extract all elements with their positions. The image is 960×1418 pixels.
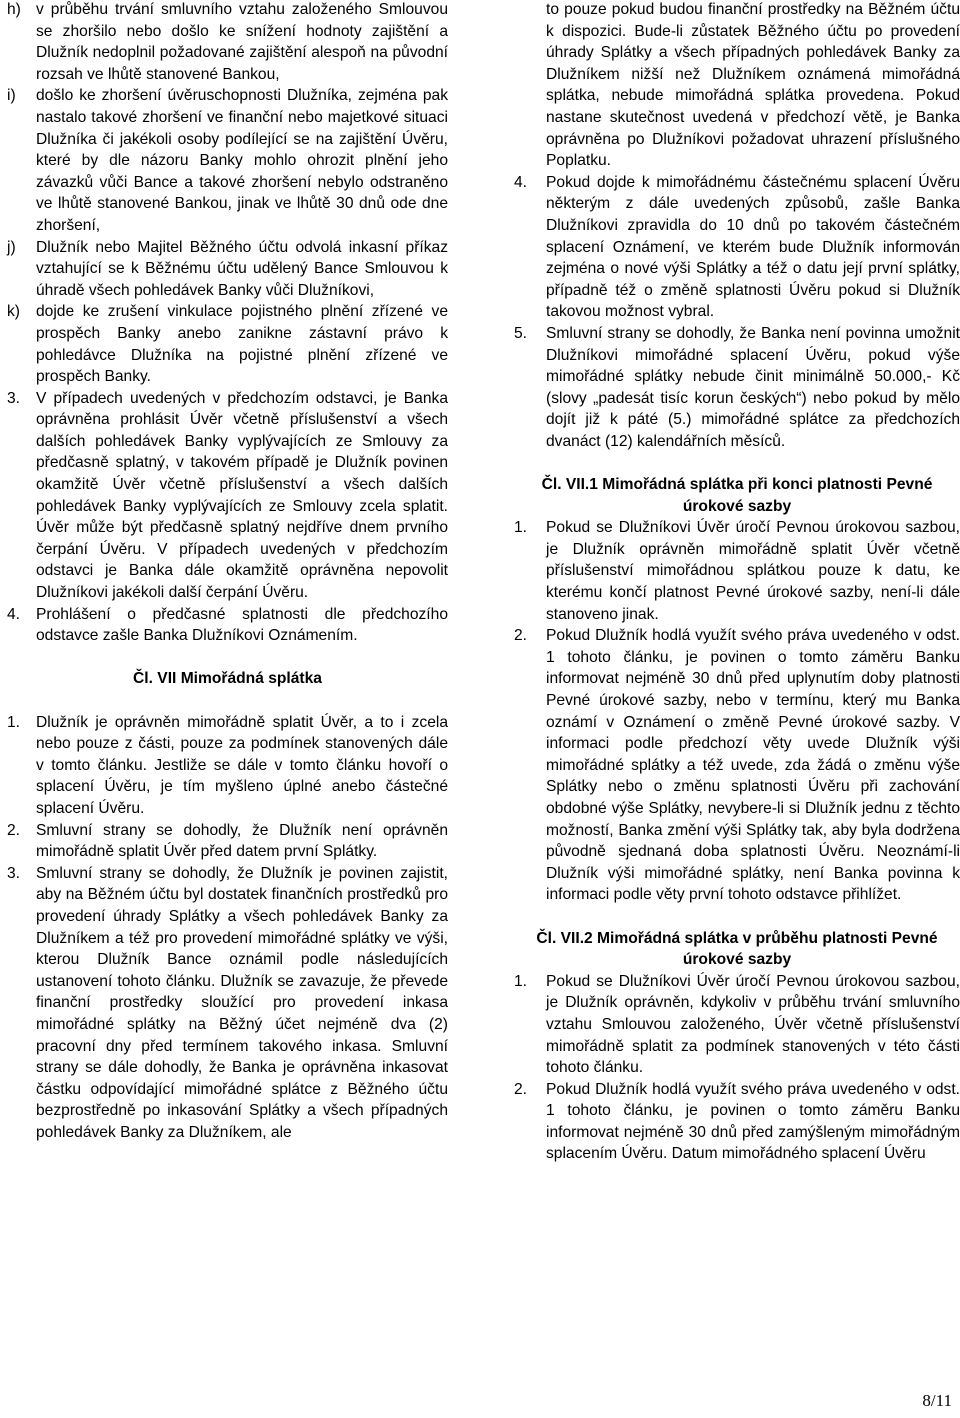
item-text: došlo ke zhoršení úvěruschopnosti Dlužníka, zejména pak nastalo takové zhoršení ve finanční nebo majetkové situaci Dlužníka či jakékoli osoby podílející se na zajištění Úvěru, které by dle názoru Banky mohlo ohrozit plnění jeho závazků vůči Bance a takové zhoršení nebylo odstraněno ve lhůtě stanovené Bankou, jinak ve lhůtě 30 dnů ode dne zhoršení, (36, 87, 448, 234)
item-text: Pokud se Dlužníkovi Úvěr úročí Pevnou úrokovou sazbou, je Dlužník oprávněn, kdykoliv v průběhu trvání smluvního vztahu Smlouvou založeného, Úvěr včetně příslušenství mimořádně splatit za podmínek stanovených v této části tohoto článku. (546, 972, 960, 1077)
numbered-paragraph (7, 388, 448, 604)
list-item (7, 85, 448, 236)
item-text: Dlužník nebo Majitel Běžného účtu odvolá inkasní příkaz vztahující se k Běžnému účtu udělený Bance Smlouvou k úhradě všech pohledávek Banky vůči Dlužníkovi, (36, 238, 448, 299)
item-text: Smluvní strany se dohodly, že Dlužník není oprávněn mimořádně splatit Úvěr před datem první Splátky. (36, 821, 448, 861)
numbered-paragraph (7, 863, 448, 1144)
numbered-paragraph (7, 604, 448, 647)
list-item (7, 0, 448, 85)
item-number: 2. (7, 821, 21, 839)
numbered-paragraph (7, 820, 448, 863)
item-text: Pokud se Dlužníkovi Úvěr úročí Pevnou úrokovou sazbou, je Dlužník oprávněn mimořádně splatit Úvěr včetně příslušenství mimořádnou splátkou pouze k datu, ke kterému končí platnost Pevné úrokové sazby, není-li dále stanoveno jinak. (546, 519, 960, 623)
section-heading-vii: Čl. VII Mimořádná splátka (133, 670, 322, 688)
item-text: Pokud dojde k mimořádnému částečnému splacení Úvěru některým z dále uvedených způsobů, zašle Banka Dlužníkovi zpravidla do 10 dnů po takovém částečném splacení Oznámení, ve kterém bude Dlužník informován zejména o nové výši Splátky a též o datu její první splátky, případně též o změně splatnosti Úvěru pokud si Dlužník takovou možnost vybral. (546, 173, 960, 321)
item-text: dojde ke zrušení vinkulace pojistného plnění zřízené ve prospěch Banky anebo zanikne zástavní právo k pohledávce Dlužníka na pojistné plnění zřízené ve prospěch Banky. (36, 303, 448, 386)
item-number: 1. (514, 972, 528, 990)
page-number: 8/11 (922, 1391, 952, 1410)
section-heading-vii-2: Čl. VII.2 Mimořádná splátka v průběhu platnosti Pevné úrokové sazby (536, 929, 938, 969)
numbered-paragraph (514, 172, 960, 323)
item-number: 5. (514, 324, 528, 342)
item-number: 2. (514, 627, 528, 645)
numbered-paragraph (514, 971, 960, 1079)
item-text: Smluvní strany se dohodly, že Dlužník je povinen zajistit, aby na Běžném účtu byl dostatek finančních prostředků pro provedení úhrady Splátky a všech pohledávek Banky za Dlužníkem a též pro provedení mimořádné splátky ve výši, kterou Dlužník Bance oznámil podle následujících ustanovení tohoto článku. Dlužník se zavazuje, že převede finanční prostředky sloužící pro provedení inkasa mimořádné splátky na Běžný účet nejméně dva (2) pracovní dny před termínem takového inkasa. Smluvní strany se dále dohodly, že Banka je oprávněna inkasovat částku odpovídající mimořádné splátce z Běžného účtu bezprostředně po inkasování Splátky a všech případných pohledávek Banky za Dlužníkem, ale (36, 864, 448, 1141)
numbered-paragraph (514, 625, 960, 906)
left-column (7, 0, 448, 1143)
item-number: 4. (514, 173, 528, 191)
item-marker: h) (7, 1, 21, 18)
item-number: 1. (7, 713, 21, 731)
continued-paragraph (514, 0, 960, 172)
item-text: Prohlášení o předčasné splatnosti dle předchozího odstavce zašle Banka Dlužníkovi Oznámením. (36, 605, 448, 645)
item-number: 1. (514, 519, 528, 537)
numbered-paragraph (514, 323, 960, 453)
item-text: Dlužník je oprávněn mimořádně splatit Úvěr, a to i zcela nebo pouze z části, pouze za podmínek stanovených dále v tomto článku. Jestliže se dále v tomto článku hovoří o splacení Úvěru, je tím myšleno úplné anebo částečné splacení Úvěru. (36, 713, 448, 817)
item-marker: i) (7, 87, 16, 105)
section-heading-vii-1: Čl. VII.1 Mimořádná splátka při konci platnosti Pevné úrokové sazby (541, 476, 933, 515)
item-text: Smluvní strany se dohodly, že Banka není povinna umožnit Dlužníkovi mimořádné splacení Úvěru, pokud výše mimořádné splátky nebude činit minimálně 50.000,- Kč (slovy „padesát tisíc korun českých“) nebo pokud by mělo dojít již k páté (5.) mimořádné splátce za předchozích dvanáct (12) kalendářních měsíců. (546, 324, 960, 450)
item-number: 2. (514, 1080, 528, 1098)
numbered-paragraph (514, 517, 960, 625)
item-text: to pouze pokud budou finanční prostředky na Běžném účtu k dispozici. Bude-li zůstatek Běžného účtu po provedení úhrady Splátky a všech případných pohledávek Banky za Dlužníkem nižší než Dlužníkem oznámená mimořádná splátka, nebude mimořádná splátka provedena. Pokud nastane skutečnost uvedená v předchozí větě, je Banka oprávněna po Dlužníkovi požadovat uhrazení příslušného Poplatku. (546, 1, 960, 170)
item-text: Pokud Dlužník hodlá využít svého práva uvedeného v odst. 1 tohoto článku, je povinen o tomto záměru Banku informovat nejméně 30 dnů před zamýšleným mimořádným splacením Úvěru. Datum mimořádného splacení Úvěru (546, 1080, 960, 1163)
item-number: 3. (7, 864, 21, 882)
list-item (7, 237, 448, 302)
item-number: 3. (7, 389, 21, 407)
item-text: Pokud Dlužník hodlá využít svého práva uvedeného v odst. 1 tohoto článku, je povinen o tomto záměru Banku informovat nejméně 30 dnů před uplynutím doby platnosti Pevné úrokové sazby, nebo v termínu, který mu Banka oznámí v Oznámení o změně Pevné úrokové sazby. V informaci podle předchozí věty uvede Dlužník výši mimořádné splátky a též uvede, zda žádá o změnu výše Splátky nebo o změnu splatnosti Úvěru při zachování obdobné výše Splátky, nevybere-li si Dlužník jednu z těchto možností, Banka změní výši Splátky tak, aby byla dodržena původně sjednaná doba splatnosti Úvěru. Neoznámí-li Dlužník výši mimořádné splátky, není Banka povinna k informaci podle věty první tohoto odstavce přihlížet. (546, 627, 960, 904)
numbered-paragraph (514, 1079, 960, 1165)
item-marker: j) (7, 238, 16, 256)
item-text: v průběhu trvání smluvního vztahu založeného Smlouvou se zhoršilo nebo došlo ke snížení hodnoty zajištění a Dlužník nedoplnil požadované zajištění alespoň na původní rozsah ve lhůtě stanovené Bankou, (36, 1, 448, 83)
right-column (514, 0, 960, 1165)
item-marker: k) (7, 303, 20, 321)
item-number: 4. (7, 605, 21, 623)
item-text: V případech uvedených v předchozím odstavci, je Banka oprávněna prohlásit Úvěr včetně příslušenství a všech dalších pohledávek Banky vyplývajících ze Smlouvy za předčasně splatný, v takovém případě je Dlužník povinen okamžitě Úvěr včetně příslušenství a všech dalších pohledávek Banky vyplývajících ze Smlouvy zcela splatit. Úvěr může být předčasně splatný nejdříve dnem prvního čerpání Úvěru. V případech uvedených v předchozím odstavci je Banka dále okamžitě oprávněna nepovolit Dlužníkovi jakékoli další čerpání Úvěru. (36, 389, 448, 602)
numbered-paragraph (7, 712, 448, 820)
list-item (7, 301, 448, 387)
